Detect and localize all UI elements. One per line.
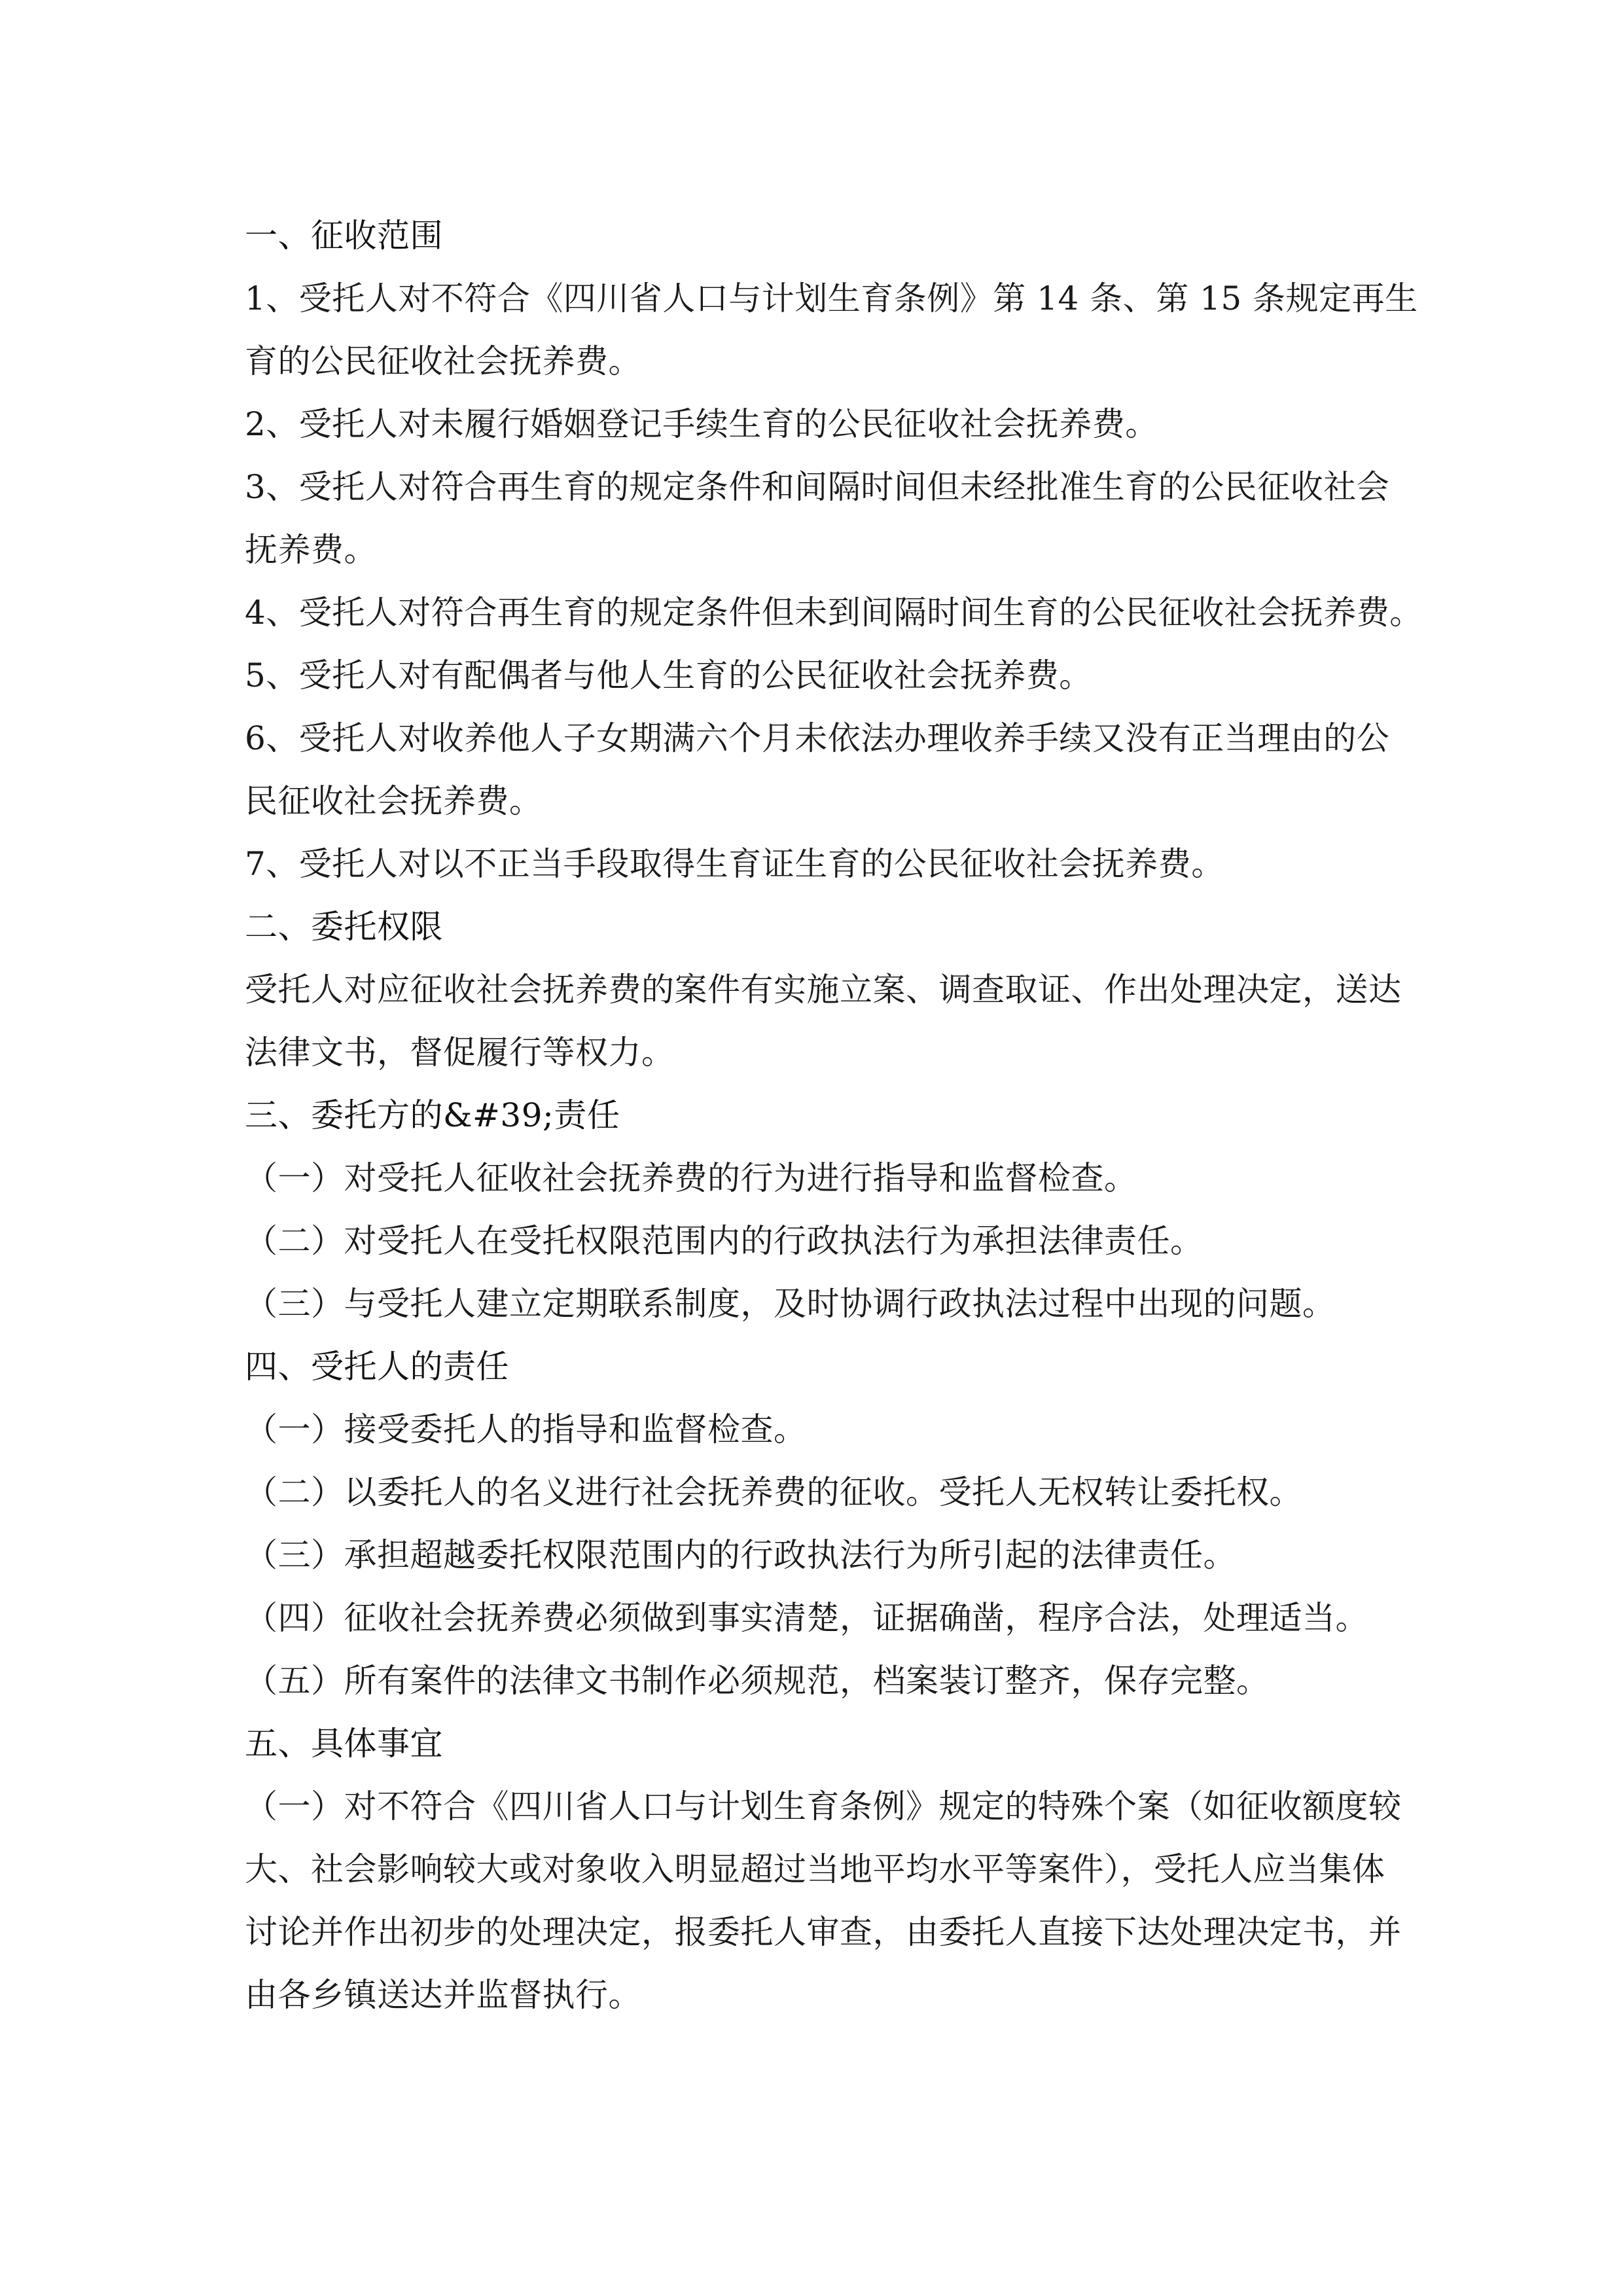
section-heading-2: 二、委托权限 <box>245 908 443 946</box>
paragraph-line: 4、受托人对符合再生育的规定条件但未到间隔时间生育的公民征收社会抚养费。 <box>245 594 1423 632</box>
paragraph-line: 受托人对应征收社会抚养费的案件有实施立案、调查取证、作出处理决定，送达 <box>245 971 1402 1009</box>
section-heading-5: 五、具体事宜 <box>245 1725 443 1763</box>
section-heading-4: 四、受托人的责任 <box>245 1348 509 1386</box>
paragraph-line: （一）对不符合《四川省人口与计划生育条例》规定的特殊个案（如征收额度较 <box>245 1787 1402 1825</box>
paragraph-line: 法律文书，督促履行等权力。 <box>245 1033 675 1071</box>
section-heading-1: 一、征收范围 <box>245 217 443 255</box>
paragraph-line: 6、受托人对收养他人子女期满六个月未依法办理收养手续又没有正当理由的公 <box>245 719 1390 757</box>
paragraph-line: 育的公民征收社会抚养费。 <box>245 342 641 380</box>
paragraph-line: （三）与受托人建立定期联系制度，及时协调行政执法过程中出现的问题。 <box>245 1285 1336 1323</box>
paragraph-line: 大、社会影响较大或对象收入明显超过当地平均水平等案件），受托人应当集体 <box>245 1850 1385 1888</box>
paragraph-line: （四）征收社会抚养费必须做到事实清楚，证据确凿，程序合法，处理适当。 <box>245 1599 1368 1637</box>
paragraph-line: 民征收社会抚养费。 <box>245 782 543 820</box>
paragraph-line: （一）对受托人征收社会抚养费的行为进行指导和监督检查。 <box>245 1159 1137 1197</box>
paragraph-line: （一）接受委托人的指导和监督检查。 <box>245 1410 807 1448</box>
paragraph-line: （三）承担超越委托权限范围内的行政执法行为所引起的法律责任。 <box>245 1536 1236 1574</box>
paragraph-line: 抚养费。 <box>245 531 377 569</box>
paragraph-line: （二）以委托人的名义进行社会抚养费的征收。受托人无权转让委托权。 <box>245 1473 1302 1511</box>
paragraph-line: 讨论并作出初步的处理决定，报委托人审查，由委托人直接下达处理决定书，并 <box>245 1913 1402 1951</box>
paragraph-line: （五）所有案件的法律文书制作必须规范，档案装订整齐，保存完整。 <box>245 1662 1270 1700</box>
paragraph-line: 7、受托人对以不正当手段取得生育证生育的公民征收社会抚养费。 <box>245 845 1224 883</box>
paragraph-line: 由各乡镇送达并监督执行。 <box>245 1976 641 2014</box>
paragraph-line: 1、受托人对不符合《四川省人口与计划生育条例》第 14 条、第 15 条规定再生 <box>245 279 1418 317</box>
paragraph-line: 2、受托人对未履行婚姻登记手续生育的公民征收社会抚养费。 <box>245 405 1158 443</box>
paragraph-line: 5、受托人对有配偶者与他人生育的公民征收社会抚养费。 <box>245 656 1092 694</box>
paragraph-line: （二）对受托人在受托权限范围内的行政执法行为承担法律责任。 <box>245 1222 1204 1260</box>
section-heading-3: 三、委托方的&#39;责任 <box>245 1096 620 1134</box>
document-body <box>245 204 1423 2026</box>
paragraph-line: 3、受托人对符合再生育的规定条件和间隔时间但未经批准生育的公民征收社会 <box>245 468 1390 506</box>
